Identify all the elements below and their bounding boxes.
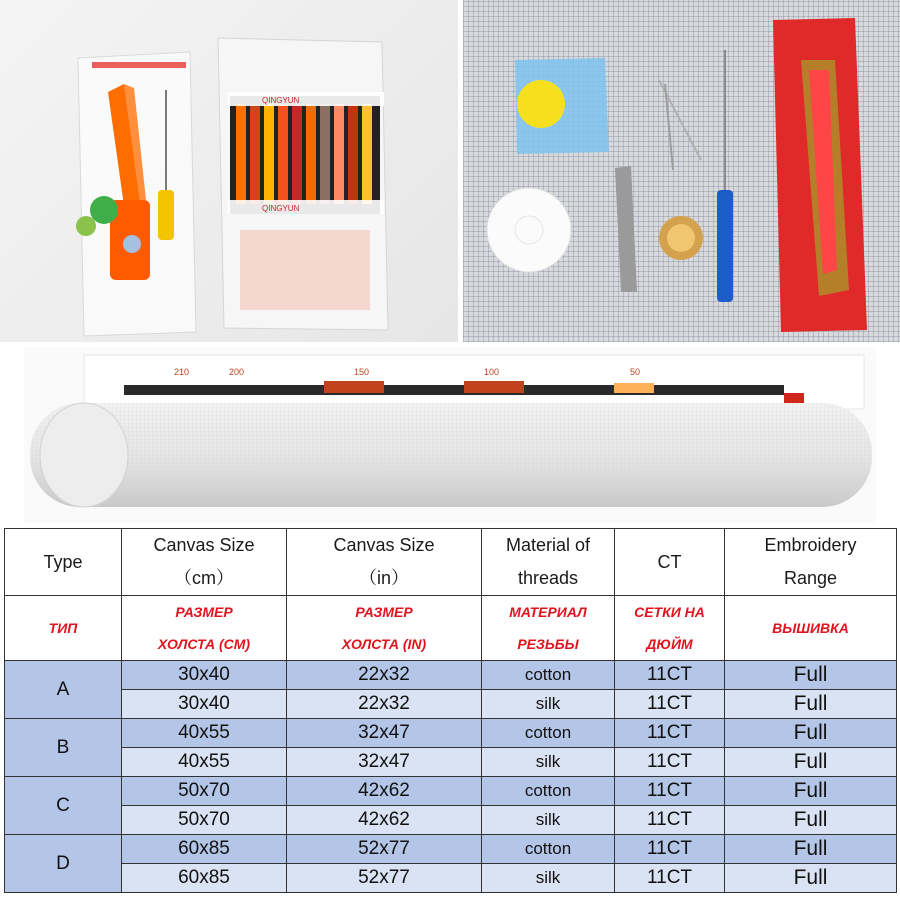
header-ru-text: РАЗМЕР <box>175 604 233 620</box>
ct-cell: 11CT <box>615 777 725 806</box>
brand-label: QINGYUN <box>262 96 300 105</box>
material-cell: cotton <box>482 661 615 690</box>
range-cell: Full <box>725 864 897 893</box>
brand-label-lower: QINGYUN <box>262 204 300 213</box>
header-ru-ct <box>615 596 725 661</box>
header-text: Material of <box>505 535 591 555</box>
aida-canvas-roll <box>30 403 872 507</box>
header-ru-text: РАЗМЕР <box>355 604 413 620</box>
thread-bobbin-icon <box>90 196 118 224</box>
canvas-cm-cell: 60x85 <box>122 835 287 864</box>
header-ru-canvas-cm <box>122 596 287 661</box>
header-embroidery-range <box>725 529 897 596</box>
range-cell: Full <box>725 777 897 806</box>
header-ru-canvas-in <box>287 596 482 661</box>
header-ru-text: ДЮЙМ <box>646 636 693 652</box>
canvas-in-cell: 32x47 <box>287 719 482 748</box>
thimble-icon <box>659 216 703 260</box>
canvas-cm-cell: 40x55 <box>122 719 287 748</box>
header-text: Range <box>783 568 838 588</box>
canvas-roll-illustration <box>24 347 876 523</box>
canvas-cm-cell: 60x85 <box>122 864 287 893</box>
tools-photo <box>463 0 900 342</box>
table-row <box>5 777 897 806</box>
range-cell: Full <box>725 748 897 777</box>
header-canvas-size-in <box>287 529 482 596</box>
table-row <box>5 835 897 864</box>
header-unit: （cm） <box>174 568 234 588</box>
ct-cell: 11CT <box>615 835 725 864</box>
header-ru-text: ХОЛСТА (CM) <box>157 636 251 652</box>
canvas-cm-cell: 30x40 <box>122 690 287 719</box>
canvas-cm-cell: 40x55 <box>122 748 287 777</box>
header-row-russian <box>5 596 897 661</box>
header-unit: （in） <box>358 568 409 588</box>
material-cell: silk <box>482 806 615 835</box>
canvas-in-cell: 42x62 <box>287 806 482 835</box>
table-row <box>5 719 897 748</box>
range-cell: Full <box>725 690 897 719</box>
header-type: Type <box>5 529 122 596</box>
material-cell: cotton <box>482 777 615 806</box>
header-text: threads <box>517 568 579 588</box>
ct-cell: 11CT <box>615 864 725 893</box>
ruler-number: 210 <box>174 367 190 377</box>
ct-cell: 11CT <box>615 748 725 777</box>
canvas-roll-photo <box>24 347 876 523</box>
canvas-in-cell: 32x47 <box>287 748 482 777</box>
range-cell: Full <box>725 806 897 835</box>
table-row <box>5 661 897 690</box>
kit-packaging-photo <box>0 0 458 342</box>
header-row-english <box>5 529 897 596</box>
ruler-number: 100 <box>484 367 500 377</box>
material-cell: silk <box>482 690 615 719</box>
type-cell: D <box>5 835 122 893</box>
ruler-number: 200 <box>229 367 245 377</box>
range-cell: Full <box>725 719 897 748</box>
canvas-in-cell: 22x32 <box>287 690 482 719</box>
header-ru-embroidery: ВЫШИВКА <box>725 596 897 661</box>
ct-cell: 11CT <box>615 690 725 719</box>
header-ru-text: МАТЕРИАЛ <box>509 604 587 620</box>
ct-cell: 11CT <box>615 661 725 690</box>
canvas-in-cell: 42x62 <box>287 777 482 806</box>
table-row <box>5 864 897 893</box>
header-ru-text: ХОЛСТА (IN) <box>341 636 427 652</box>
canvas-cm-cell: 50x70 <box>122 777 287 806</box>
ct-cell: 11CT <box>615 719 725 748</box>
type-cell: B <box>5 719 122 777</box>
seam-ripper-icon <box>717 50 733 302</box>
canvas-in-cell: 22x32 <box>287 661 482 690</box>
header-text: Canvas Size <box>333 535 435 555</box>
tools-illustration <box>463 0 900 342</box>
table-row <box>5 806 897 835</box>
table-row <box>5 690 897 719</box>
material-cell: cotton <box>482 719 615 748</box>
pin-cushion-icon <box>487 188 571 272</box>
thread-snips-icon <box>773 18 867 332</box>
ruler-number: 50 <box>630 367 641 377</box>
canvas-in-cell: 52x77 <box>287 835 482 864</box>
header-material <box>482 529 615 596</box>
header-ru-type: ТИП <box>5 596 122 661</box>
material-cell: cotton <box>482 835 615 864</box>
kit-packaging-illustration <box>0 0 458 342</box>
range-cell: Full <box>725 661 897 690</box>
material-cell: silk <box>482 748 615 777</box>
thread-organizer-icon <box>515 58 609 154</box>
range-cell: Full <box>725 835 897 864</box>
table-row <box>5 748 897 777</box>
size-specification-table <box>4 528 897 893</box>
header-text: Canvas Size <box>153 535 255 555</box>
ct-cell: 11CT <box>615 806 725 835</box>
header-ru-text: РЕЗЬБЫ <box>517 636 579 652</box>
needle-icon <box>659 80 701 170</box>
header-canvas-size-cm <box>122 529 287 596</box>
header-ru-material <box>482 596 615 661</box>
canvas-cm-cell: 30x40 <box>122 661 287 690</box>
ruler-number: 150 <box>354 367 370 377</box>
type-cell: C <box>5 777 122 835</box>
material-cell: silk <box>482 864 615 893</box>
header-text: Embroidery <box>764 535 857 555</box>
embroidery-floss-icon <box>230 96 380 214</box>
canvas-in-cell: 52x77 <box>287 864 482 893</box>
header-ru-text: СЕТКИ НА <box>634 604 705 620</box>
needle-threader-tool-icon <box>615 166 637 292</box>
header-ct: CT <box>615 529 725 596</box>
canvas-cm-cell: 50x70 <box>122 806 287 835</box>
type-cell: A <box>5 661 122 719</box>
